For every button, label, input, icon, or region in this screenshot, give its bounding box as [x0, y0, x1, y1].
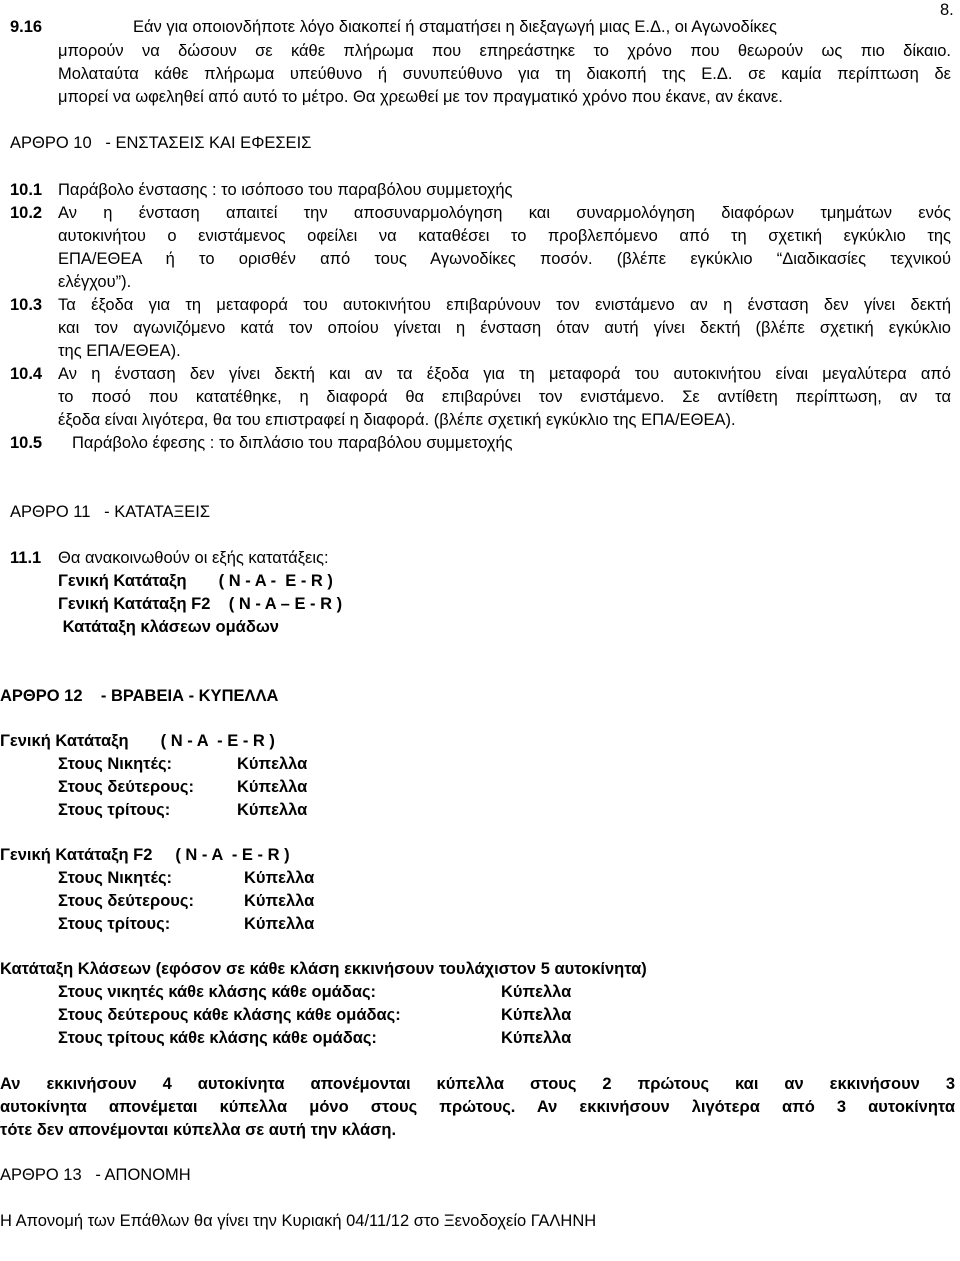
award-row-value: Κύπελλα — [244, 869, 315, 887]
award-row-value: Κύπελλα — [237, 778, 308, 796]
class-award-note-line-2: αυτοκίνητα απονέμεται κύπελλα μόνο στους πρώτους. Αν εκκινήσουν λιγότερα από 3 αυτοκίνητα — [0, 1098, 955, 1116]
clause-10-4-line-3: έξοδα είναι λιγότερα, θα του επιστραφεί η διαφορά. (βλέπε σχετική εγκύκλιο της ΕΠΑ/ΕΘΕΑ). — [58, 411, 736, 429]
clause-10-3-line-3: της ΕΠΑ/ΕΘΕΑ). — [58, 342, 181, 360]
award-row-label: Στους τρίτους: — [58, 915, 171, 933]
clause-11-1-number: 11.1 — [10, 549, 42, 567]
ranking-item-2: Γενική Κατάταξη F2 ( N - A – E - R ) — [58, 595, 343, 613]
ranking-item-3: Κατάταξη κλάσεων ομάδων — [58, 618, 279, 636]
clause-10-2-line-3: ΕΠΑ/ΕΘΕΑ ή το ορισθέν από τους Αγωνοδίκες ποσόν. (βλέπε εγκύκλιο “Διαδικασίες τεχνικού — [58, 250, 951, 268]
clause-10-2-line-1: Αν η ένσταση απαιτεί την αποσυναρμολόγηση και συναρμολόγηση διαφόρων τμημάτων ενός — [58, 204, 951, 222]
award-row-value: Κύπελλα — [501, 1029, 572, 1047]
general-ranking-title: Γενική Κατάταξη ( N - A - E - R ) — [0, 732, 275, 750]
award-row-value: Κύπελλα — [244, 892, 315, 910]
clause-10-3-line-1: Τα έξοδα για τη μεταφορά του αυτοκινήτου επιβαρύνουν τον ενιστάμενο αν η ένσταση δεν γίνει δεκτή — [58, 296, 951, 314]
clause-10-4-line-2: το ποσό που κατατέθηκε, η διαφορά θα επιβαρύνει τον ενιστάμενο. Σε αντίθετη περίπτωση, αν τα — [58, 388, 951, 406]
award-row-value: Κύπελλα — [244, 915, 315, 933]
s9-16-line-3: Μολαταύτα κάθε πλήρωμα υπεύθυνο ή συνυπεύθυνο για τη διακοπή της Ε.Δ. σε καμία περίπτωση δε — [58, 65, 951, 83]
award-row-label: Στους νικητές κάθε κλάσης κάθε ομάδας: — [58, 983, 377, 1001]
award-row-label: Στους δεύτερους: — [58, 778, 194, 796]
clause-10-3-line-2: και τον αγωνιζόμενο κατά τον οποίου γίνεται η ένσταση όταν αυτή γίνει δεκτή (βλέπε σχετική εγκύκλιο — [58, 319, 951, 337]
clause-10-3-number: 10.3 — [10, 296, 43, 314]
award-row-label: Στους τρίτους: — [58, 801, 171, 819]
clause-10-2-line-2: αυτοκινήτου ο ενιστάμενος οφείλει να καταθέσει το προβλεπόμενο από τη σχετική εγκύκλιο της — [58, 227, 951, 245]
page-number: 8. — [940, 1, 954, 19]
class-award-note-line-3: τότε δεν απονέμονται κύπελλα σε αυτή την κλάση. — [0, 1121, 397, 1139]
clause-11-1-text: Θα ανακοινωθούν οι εξής κατατάξεις: — [58, 549, 329, 567]
general-ranking-f2-title: Γενική Κατάταξη F2 ( N - A - E - R ) — [0, 846, 290, 864]
clause-10-2-number: 10.2 — [10, 204, 43, 222]
article-13-heading: ΑΡΘΡΟ 13 - ΑΠΟΝΟΜΗ — [0, 1166, 191, 1184]
section-number-9-16: 9.16 — [10, 18, 43, 36]
award-row-value: Κύπελλα — [501, 1006, 572, 1024]
award-row-value: Κύπελλα — [237, 755, 308, 773]
ranking-item-1: Γενική Κατάταξη ( N - A - E - R ) — [58, 572, 333, 590]
award-row-label: Στους Νικητές: — [58, 869, 173, 887]
class-ranking-title: Κατάταξη Κλάσεων (εφόσον σε κάθε κλάση εκκινήσουν τουλάχιστον 5 αυτοκίνητα) — [0, 960, 647, 978]
clause-10-4-line-1: Αν η ένσταση δεν γίνει δεκτή και αν τα έξοδα για τη μεταφορά του αυτοκινήτου είναι μεγαλύτερα από — [58, 365, 951, 383]
award-row-label: Στους τρίτους κάθε κλάσης κάθε ομάδας: — [58, 1029, 377, 1047]
clause-10-5-text: Παράβολο έφεσης : το διπλάσιο του παραβόλου συμμετοχής — [72, 434, 513, 452]
article-12-heading: ΑΡΘΡΟ 12 - ΒΡΑΒΕΙΑ - ΚΥΠΕΛΛΑ — [0, 687, 279, 705]
class-award-note-line-1: Αν εκκινήσουν 4 αυτοκίνητα απονέμονται κύπελλα στους 2 πρώτους και αν εκκινήσουν 3 — [0, 1075, 955, 1093]
clause-10-1-number: 10.1 — [10, 181, 43, 199]
s9-16-line-4: μπορεί να ωφεληθεί από αυτό το μέτρο. Θα χρεωθεί με τον πραγματικό χρόνο που έκανε, αν έκανε. — [58, 88, 783, 106]
award-ceremony-text: Η Απονομή των Επάθλων θα γίνει την Κυριακή 04/11/12 στο Ξενοδοχείο ΓΑΛΗΝΗ — [0, 1212, 597, 1230]
award-row-label: Στους Νικητές: — [58, 755, 173, 773]
s9-16-line-1: Εάν για οποιονδήποτε λόγο διακοπεί ή σταματήσει η διεξαγωγή μιας Ε.Δ., οι Αγωνοδίκες — [133, 18, 777, 36]
clause-10-1-text: Παράβολο ένστασης : το ισόποσο του παραβόλου συμμετοχής — [58, 181, 513, 199]
clause-10-5-number: 10.5 — [10, 434, 43, 452]
s9-16-line-2: μπορούν να δώσουν σε κάθε πλήρωμα που επηρεάστηκε το χρόνο που θεωρούν ως πιο δίκαιο. — [58, 42, 951, 60]
clause-10-2-line-4: ελέγχου”). — [58, 273, 132, 291]
award-row-label: Στους δεύτερους: — [58, 892, 194, 910]
article-11-heading: ΑΡΘΡΟ 11 - ΚΑΤΑΤΑΞΕΙΣ — [10, 503, 211, 521]
award-row-value: Κύπελλα — [501, 983, 572, 1001]
award-row-label: Στους δεύτερους κάθε κλάσης κάθε ομάδας: — [58, 1006, 401, 1024]
award-row-value: Κύπελλα — [237, 801, 308, 819]
article-10-heading: ΑΡΘΡΟ 10 - ΕΝΣΤΑΣΕΙΣ ΚΑΙ ΕΦΕΣΕΙΣ — [10, 134, 312, 152]
clause-10-4-number: 10.4 — [10, 365, 43, 383]
